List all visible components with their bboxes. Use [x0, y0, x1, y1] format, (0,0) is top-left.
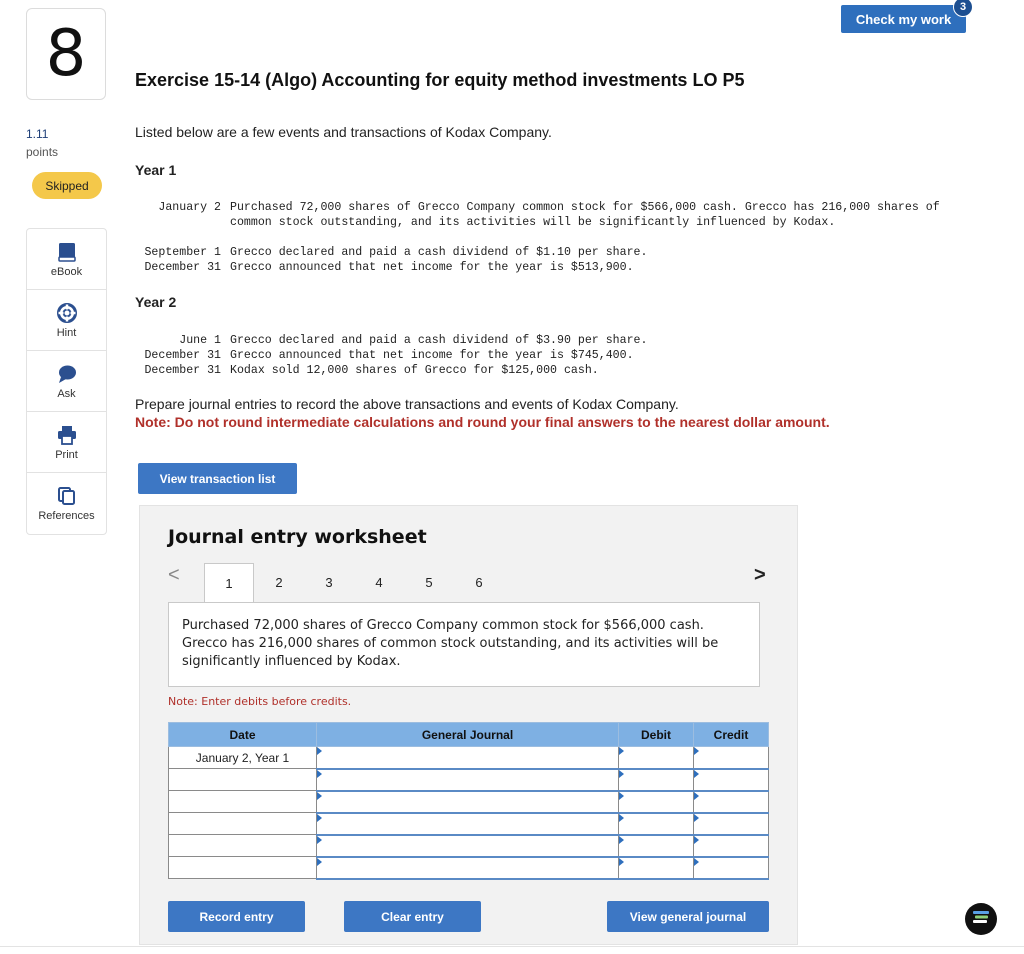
tab-entry-3[interactable]: 3: [325, 574, 333, 590]
debit-column-header: Debit: [619, 723, 694, 747]
points-value: 1.11: [26, 127, 49, 141]
view-general-journal-button[interactable]: View general journal: [607, 901, 769, 932]
credit-input[interactable]: [694, 791, 769, 813]
event-date: December 31: [144, 364, 221, 377]
event-text: Grecco announced that net income for the year is $513,900.: [230, 261, 634, 274]
footer-divider: [0, 946, 1024, 947]
references-label: References: [38, 510, 95, 522]
page-title: Exercise 15-14 (Algo) Accounting for equity method investments LO P5: [135, 70, 745, 90]
question-number: 8: [26, 8, 106, 100]
event-row: [135, 363, 965, 378]
date-cell: [169, 835, 317, 857]
book-icon: [58, 241, 76, 263]
date-cell: [169, 857, 317, 879]
event-row: [135, 260, 965, 275]
date-cell: [169, 791, 317, 813]
table-row: [169, 791, 769, 813]
debit-input[interactable]: [619, 857, 694, 879]
instructions-text: Prepare journal entries to record the above transactions and events of Kodax Company.: [135, 396, 679, 412]
tab-entry-2[interactable]: 2: [275, 574, 283, 590]
ebook-label: eBook: [50, 265, 83, 278]
clear-entry-button[interactable]: Clear entry: [344, 901, 481, 932]
attempts-badge: 3: [953, 0, 973, 17]
status-badge: Skipped: [32, 172, 102, 199]
tab-entry-5[interactable]: 5: [425, 574, 433, 590]
chat-bubble-icon: [57, 363, 77, 385]
year1-heading: Year 1: [135, 162, 177, 178]
event-text: Grecco declared and paid a cash dividend of $3.90 per share.: [230, 334, 648, 347]
event-text: Grecco declared and paid a cash dividend of $1.10 per share.: [230, 246, 648, 259]
entry-tabs: [204, 563, 504, 603]
rounding-note: Note: Do not round intermediate calculations and round your final answers to the nearest dollar amount.: [135, 414, 830, 430]
print-button[interactable]: [27, 412, 106, 473]
tab-entry-6[interactable]: 6: [475, 574, 483, 590]
print-label: Print: [55, 448, 78, 461]
event-text: Purchased 72,000 shares of Grecco Company common stock for $566,000 cash. Grecco has 216,000 shares of common stock outstanding, and its activities will be significantly influenced by Kodax.: [230, 201, 947, 229]
account-select[interactable]: [317, 747, 619, 769]
tab-entry-4[interactable]: 4: [375, 574, 383, 590]
event-date: June 1: [179, 334, 221, 347]
check-my-work-button[interactable]: Check my work: [841, 5, 966, 33]
debit-input[interactable]: [619, 747, 694, 769]
debit-input[interactable]: [619, 835, 694, 857]
event-row: [135, 348, 965, 363]
event-row: [135, 200, 965, 245]
debit-input[interactable]: [619, 769, 694, 791]
event-date: December 31: [144, 349, 221, 362]
lifebuoy-icon: [57, 302, 77, 324]
copy-pages-icon: [57, 485, 77, 507]
event-date: December 31: [144, 261, 221, 274]
table-row: [169, 769, 769, 791]
hint-label: Hint: [56, 326, 77, 339]
table-row: [169, 813, 769, 835]
problem-intro: Listed below are a few events and transactions of Kodax Company.: [135, 124, 552, 140]
view-transaction-list-button[interactable]: View transaction list: [138, 463, 297, 494]
debit-credit-note: Note: Enter debits before credits.: [168, 695, 352, 708]
date-column-header: Date: [169, 723, 317, 747]
references-button[interactable]: [27, 473, 106, 534]
credit-input[interactable]: [694, 747, 769, 769]
account-select[interactable]: [317, 857, 619, 879]
account-select[interactable]: [317, 813, 619, 835]
ask-label: Ask: [57, 387, 76, 400]
credit-input[interactable]: [694, 769, 769, 791]
event-date: September 1: [144, 246, 221, 259]
journal-entry-worksheet: [139, 505, 798, 945]
year2-heading: Year 2: [135, 294, 177, 310]
credit-input[interactable]: [694, 813, 769, 835]
credit-column-header: Credit: [694, 723, 769, 747]
help-assistant-button[interactable]: [965, 903, 997, 935]
debit-input[interactable]: [619, 791, 694, 813]
stack-layers-icon: [972, 910, 990, 929]
tab-entry-1[interactable]: 1: [204, 563, 254, 603]
next-entry-chevron-icon[interactable]: >: [754, 564, 766, 586]
date-cell: [169, 813, 317, 835]
general-journal-column-header: General Journal: [317, 723, 619, 747]
credit-input[interactable]: [694, 857, 769, 879]
table-row: [169, 835, 769, 857]
event-row: [135, 333, 965, 348]
account-select[interactable]: [317, 791, 619, 813]
record-entry-button[interactable]: Record entry: [168, 901, 305, 932]
account-select[interactable]: [317, 835, 619, 857]
printer-icon: [57, 424, 77, 446]
date-cell: January 2, Year 1: [169, 747, 317, 769]
hint-button[interactable]: [27, 290, 106, 351]
prev-entry-chevron-icon[interactable]: <: [168, 564, 180, 586]
account-select[interactable]: [317, 769, 619, 791]
credit-input[interactable]: [694, 835, 769, 857]
event-text: Grecco announced that net income for the year is $745,400.: [230, 349, 634, 362]
table-row: [169, 857, 769, 879]
journal-header-row: [169, 723, 769, 747]
debit-input[interactable]: [619, 813, 694, 835]
event-date: January 2: [158, 201, 221, 214]
worksheet-title: Journal entry worksheet: [168, 526, 427, 548]
tool-panel: [26, 228, 107, 535]
event-row: [135, 245, 965, 260]
date-cell: [169, 769, 317, 791]
event-text: Kodax sold 12,000 shares of Grecco for $125,000 cash.: [230, 364, 599, 377]
transaction-description: Purchased 72,000 shares of Grecco Company common stock for $566,000 cash. Grecco has 216,000 shares of common stock outstanding, and its activities will be significantly influenced by Kodax.: [168, 602, 760, 687]
table-row: [169, 747, 769, 769]
ebook-button[interactable]: [27, 229, 106, 290]
journal-table: [168, 722, 769, 880]
ask-button[interactable]: [27, 351, 106, 412]
points-label: points: [26, 145, 59, 159]
